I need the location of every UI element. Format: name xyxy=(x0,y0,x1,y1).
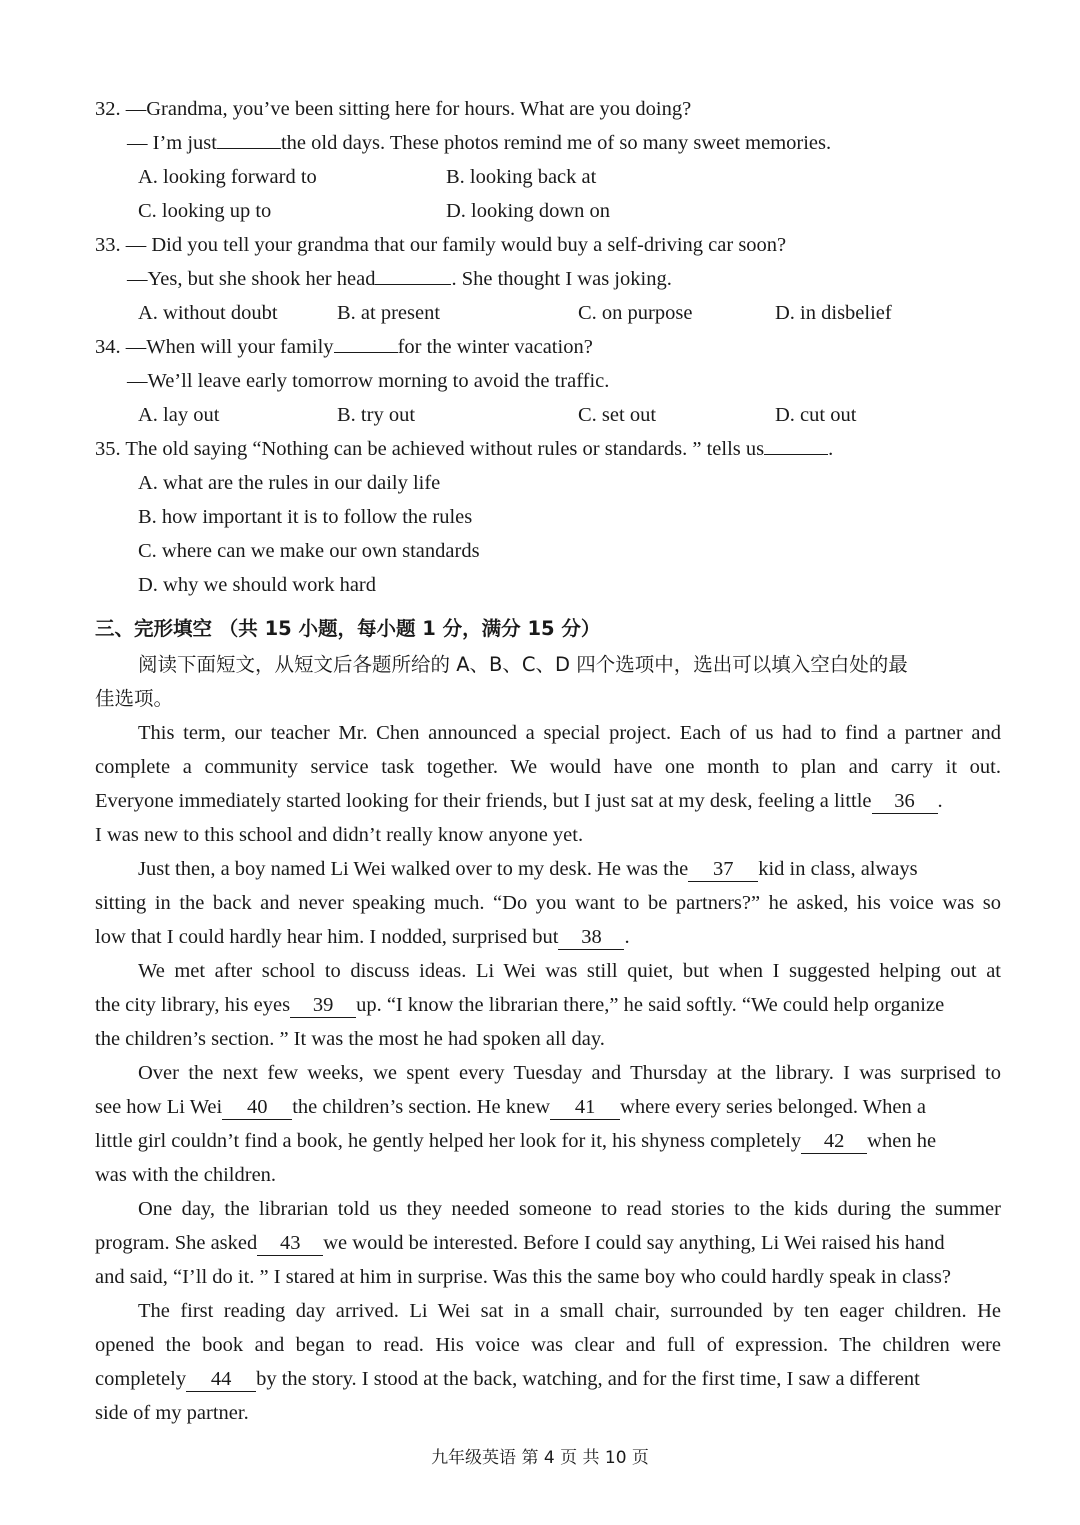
passage-line xyxy=(95,784,1001,818)
blank-42: 42 xyxy=(801,1129,867,1154)
passage-line xyxy=(95,988,1001,1022)
q32-option-c: C. looking up to xyxy=(138,200,272,222)
q32-stem2-pre: — I’m just xyxy=(127,132,217,154)
passage-line: The first reading day arrived. Li Wei sat in a small chair, surrounded by ten eager children. He xyxy=(138,1300,1001,1322)
q32-stem2-post: the old days. These photos remind me of so many sweet memories. xyxy=(280,132,832,154)
passage-line: We met after school to discuss ideas. Li Wei was still quiet, but when I suggested helping out at xyxy=(138,960,1001,982)
exam-page xyxy=(95,92,1001,1430)
q33-option-b: B. at present xyxy=(337,302,441,324)
passage-text: . xyxy=(624,926,630,948)
q34-stem1-post: for the winter vacation? xyxy=(397,336,593,358)
answer-blank xyxy=(375,262,451,285)
passage-line: This term, our teacher Mr. Chen announced a special project. Each of us had to find a partner and xyxy=(138,722,1001,744)
passage-text: we would be interested. Before I could say anything, Li Wei raised his hand xyxy=(323,1232,945,1254)
passage-text: Everyone immediately started looking for their friends, but I just sat at my desk, feeling a little xyxy=(95,790,872,812)
passage-line: was with the children. xyxy=(95,1164,277,1186)
blank-37: 37 xyxy=(688,857,758,882)
q32-option-d: D. looking down on xyxy=(446,200,610,222)
q32-option-b: B. looking back at xyxy=(446,166,597,188)
q34-option-b: B. try out xyxy=(337,404,416,426)
q35-option-a: A. what are the rules in our daily life xyxy=(138,472,441,494)
blank-43: 43 xyxy=(257,1231,323,1256)
q34-stem-line2: —We’ll leave early tomorrow morning to avoid the traffic. xyxy=(127,370,610,392)
passage-line: opened the book and began to read. His voice was clear and full of expression. The children were xyxy=(95,1334,1001,1356)
q33-stem2-post: . She thought I was joking. xyxy=(451,268,672,290)
q35-option-b: B. how important it is to follow the rules xyxy=(138,506,473,528)
passage-line: side of my partner. xyxy=(95,1402,249,1424)
q32-options-row2 xyxy=(95,194,1001,228)
passage-text: Just then, a boy named Li Wei walked over to my desk. He was the xyxy=(138,858,689,880)
q33-options xyxy=(95,296,1001,330)
passage-text: when he xyxy=(867,1130,937,1152)
passage-text: low that I could hardly hear him. I nodded, surprised but xyxy=(95,926,559,948)
blank-39: 39 xyxy=(290,993,356,1018)
blank-41: 41 xyxy=(550,1095,620,1120)
q33-stem-line2 xyxy=(95,262,1001,296)
blank-36: 36 xyxy=(872,789,938,814)
blank-44: 44 xyxy=(186,1367,256,1392)
q34-option-c: C. set out xyxy=(578,404,657,426)
q32-stem-line2 xyxy=(95,126,1001,160)
q34-stem1-pre: 34. —When will your family xyxy=(95,336,334,358)
q33-option-d: D. in disbelief xyxy=(775,302,892,324)
q35-stem-post: . xyxy=(828,438,834,460)
passage-text: up. “I know the librarian there,” he said softly. “We could help organize xyxy=(356,994,945,1016)
passage-line xyxy=(95,1226,1001,1260)
q34-option-a: A. lay out xyxy=(138,404,220,426)
passage-text: little girl couldn’t find a book, he gently helped her look for it, his shyness completely xyxy=(95,1130,802,1152)
q33-option-c: C. on purpose xyxy=(578,302,693,324)
q35-stem-pre: 35. The old saying “Nothing can be achieved without rules or standards. ” tells us xyxy=(95,438,765,460)
answer-blank xyxy=(334,330,398,353)
q33-stem-line1: 33. — Did you tell your grandma that our family would buy a self-driving car soon? xyxy=(95,234,787,256)
q33-option-a: A. without doubt xyxy=(138,302,278,324)
answer-blank xyxy=(217,126,281,149)
passage-text: the city library, his eyes xyxy=(95,994,291,1016)
passage-line: One day, the librarian told us they needed someone to read stories to the kids during the summer xyxy=(138,1198,1001,1220)
passage-text: kid in class, always xyxy=(758,858,918,880)
q32-option-a: A. looking forward to xyxy=(138,166,317,188)
passage-line xyxy=(95,1090,1001,1124)
passage-line: sitting in the back and never speaking much. “Do you want to be partners?” he asked, his voice was so xyxy=(95,892,1001,914)
passage-text: by the story. I stood at the back, watching, and for the first time, I saw a different xyxy=(256,1368,920,1390)
passage-line xyxy=(95,1362,1001,1396)
passage-text: see how Li Wei xyxy=(95,1096,223,1118)
passage-text: program. She asked xyxy=(95,1232,258,1254)
q35-stem xyxy=(95,432,1001,466)
passage-line xyxy=(95,852,1001,886)
q33-stem2-pre: —Yes, but she shook her head xyxy=(127,268,376,290)
passage-line: and said, “I’ll do it. ” I stared at him in surprise. Was this the same boy who could hardly speak in class? xyxy=(95,1266,951,1288)
q35-option-d: D. why we should work hard xyxy=(138,574,376,596)
q32-stem-line1: 32. —Grandma, you’ve been sitting here for hours. What are you doing? xyxy=(95,98,692,120)
page-footer: 九年级英语 第 4 页 共 10 页 xyxy=(431,1448,649,1468)
passage-line: Over the next few weeks, we spent every Tuesday and Thursday at the library. I was surprised to xyxy=(138,1062,1001,1084)
q34-stem-line1 xyxy=(95,330,1001,364)
passage-text: the children’s section. He knew xyxy=(292,1096,551,1118)
passage-line: the children’s section. ” It was the most he had spoken all day. xyxy=(95,1028,605,1050)
blank-40: 40 xyxy=(222,1095,292,1120)
passage-text: where every series belonged. When a xyxy=(620,1096,926,1118)
q34-option-d: D. cut out xyxy=(775,404,857,426)
passage-line: I was new to this school and didn’t really know anyone yet. xyxy=(95,824,584,846)
passage-line: complete a community service task together. We would have one month to plan and carry it out. xyxy=(95,756,1001,778)
section-instruction-line1: 阅读下面短文，从短文后各题所给的 A、B、C、D 四个选项中，选出可以填入空白处的最 xyxy=(138,653,908,676)
q32-options-row1 xyxy=(95,160,1001,194)
passage-text: . xyxy=(937,790,943,812)
section-title: 三、完形填空 （共 15 小题，每小题 1 分，满分 15 分） xyxy=(95,617,601,640)
passage-line xyxy=(95,920,1001,954)
section-instruction-line2: 佳选项。 xyxy=(95,687,174,710)
q35-option-c: C. where can we make our own standards xyxy=(138,540,480,562)
blank-38: 38 xyxy=(558,925,624,950)
answer-blank xyxy=(764,432,828,455)
q34-options xyxy=(95,398,1001,432)
passage-text: completely xyxy=(95,1368,187,1390)
passage-line xyxy=(95,1124,1001,1158)
